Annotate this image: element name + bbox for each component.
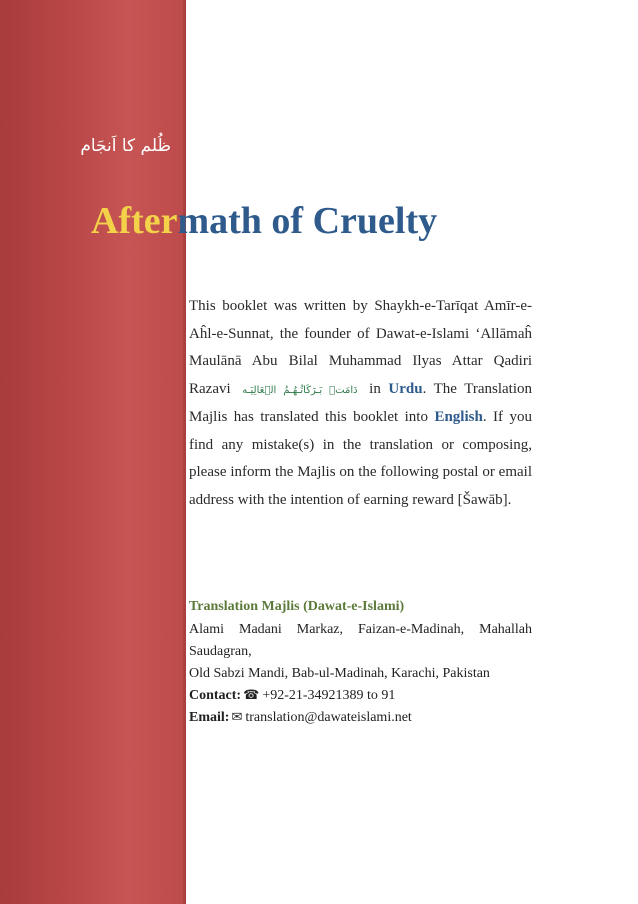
intro-text-4: . If you find any mistake(s) in the translation or composing, please inform the Majlis on the following postal or email address with the intention of earning reward [Šawāb]. <box>189 409 533 508</box>
urdu-title: ظُلم کا اَنجَام <box>80 136 171 156</box>
email-label: Email: <box>189 710 230 725</box>
phone-icon: ☎ <box>243 688 260 703</box>
main-title <box>91 199 437 243</box>
address-line-2: Old Sabzi Mandi, Bab-ul-Madinah, Karachi, Pakistan <box>189 666 490 681</box>
envelope-icon: ✉ <box>231 710 243 725</box>
org-name: Translation Majlis (Dawat-e-Islami) <box>189 599 405 614</box>
address-line-1: Alami Madani Markaz, Faizan-e-Madinah, Mahallah Saudagran, <box>189 622 532 659</box>
intro-paragraph <box>189 293 532 514</box>
contact-value: +92-21-34921389 to 91 <box>262 688 396 703</box>
address-block <box>189 596 532 729</box>
intro-text-1: This booklet was written by Shaykh-e-Tarīqat Amīr-e-Aĥl-e-Sunnat, the founder of Dawat-e-Islami ‘Allāmaĥ Maulānā Abu Bilal Muhammad Ilyas Attar Qadiri Razavi <box>189 298 532 397</box>
contact-label: Contact: <box>189 688 242 703</box>
intro-text-2: in <box>369 380 381 397</box>
email-value: translation@dawateislami.net <box>245 710 412 725</box>
email-line <box>189 707 532 729</box>
intro-text-3: . The Translation Majlis has translated this booklet into <box>189 380 533 425</box>
contact-line <box>189 685 532 707</box>
english-highlight: English <box>434 409 483 425</box>
title-main-part: math of Cruelty <box>177 200 438 242</box>
urdu-highlight: Urdu <box>388 380 423 397</box>
title-accent-part: After <box>91 200 178 242</box>
urdu-honorific: دَامَتۡ بَـرَكَاتُـهُـمُ الۡعَالِيَـه <box>242 384 358 396</box>
